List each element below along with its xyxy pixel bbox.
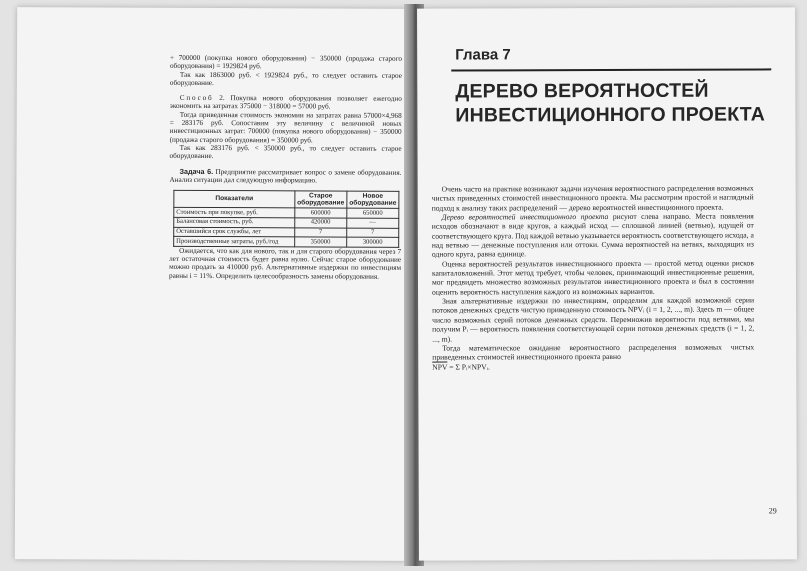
table-cell: 420000 [295,218,347,228]
heading-rule [451,68,771,71]
page-number: 29 [768,506,777,516]
paragraph: Так как 283176 руб. < 350000 руб., то следует оставить старое оборудование. [169,143,402,161]
chapter-title-line: ДЕРЕВО ВЕРОЯТНОСТЕЙ [455,79,709,103]
paragraph-text: рисуют слева направо. Места появления исходов обозначают в виде кругов, а каждый исход — сплошной линией (ветвью), идущей от соответствующего круга. Под каждой ветвью указывается вероятность соответствующего исхода, а над ветвью — денежные поступления или оттоки. Сумма вероятностей на ветвях, выходящих из одного круга, равна единице. [431,211,754,260]
paragraph: Ожидается, что как для нового, так и для старого оборудования через 7 лет остаточная стоимость будет равна нулю. Сейчас старое оборудование можно продать за 410000 руб. Альтернативные издержки по инвестициям равны i = 11%. Определить целесообразность замены оборудования. [169,246,402,281]
table-cell: Производственные затраты, руб./год [174,236,295,246]
table-row [174,236,399,247]
chapter-label: Глава 7 [455,46,511,64]
paragraph [432,212,754,260]
formula [432,361,754,371]
term-italic: Дерево вероятностей инвестиционного проекта [441,212,609,222]
table-cell: 350000 [294,237,346,247]
paragraph: Оценка вероятностей результатов инвестиционного проекта — простой метод оценки рисков капиталовложений. Этот метод требует, чтобы человек, принимающий инвестиционные решения, мог предвидеть множество возможных результатов инвестиционного проекта и был в состоянии оценить вероятность наступления каждого из возможных вариантов. [431,258,755,297]
formula-rhs: = Σ Pᵢ×NPVᵢ. [447,361,490,372]
formula-lhs: $\overline{NPV}$ [432,362,448,372]
table-cell: Стоимость при покупке, руб. [174,208,295,218]
paragraph: + 700000 (покупка нового оборудования) − 350000 (продажа старого оборудования) = 1929824 руб. [169,53,403,71]
table-cell: 7 [347,228,399,238]
right-page-text [432,183,755,371]
table-header: Показатели [174,190,295,208]
method-2-paragraph [170,94,402,112]
paragraph: Тогда математическое ожидание вероятностного распределения возможных чистых приведенных стоимостей инвестиционного проекта равно [432,342,755,362]
method-text: 2. Покупка нового оборудования позволяет ежегодно экономить на затратах 375000 − 318000 = 57000 руб. [169,94,402,111]
table-cell: Оставшийся срок службы, лет [174,227,295,237]
paragraph: Так как 1863000 руб. < 1929824 руб., то следует оставить старое оборудование. [169,70,402,87]
left-page-text [169,54,402,281]
table-header: Старое оборудование [295,191,347,208]
paragraph: Зная альтернативные издержки по инвестициям, определим для каждой возможной серии потоков денежных средств чистую приведенную стоимость NPVᵢ (i = 1, 2, ..., m). Здесь m — общее число возможных серий потоков денежных средств. Перемножив вероятности под ветвями, мы получим Pᵢ — вероятность появления соответствующей серии потоков денежных средств (i = 1, 2, ..., m). [432,295,755,344]
table-cell: — [347,218,399,228]
paragraph: Тогда приведенная стоимость экономии на затратах равна 57000×4,968 = 283176 руб. Сопоставим эту величину с величиной новых инвестиционных затрат: 700000 (покупка нового оборудования) − 350000 (продажа старого оборудования) = 350000 руб. [169,110,402,145]
chapter-heading [451,45,783,127]
table-cell: Балансовая стоимость, руб. [174,217,295,227]
table-header-row [174,190,399,208]
table-header: Новое оборудование [347,191,399,208]
table-cell: 600000 [295,208,347,218]
right-page [417,7,797,560]
task-title: Задача 6. [179,166,214,176]
method-label: Способ [179,94,214,103]
table-cell: 650000 [347,208,399,218]
paragraph: Очень часто на практике возникают задачи изучения вероятностного распределения возможных чистых приведенных стоимостей инвестиционного проекта. Мы рассмотрим простой и наглядный подход к анализу таких распределений — дерево вероятностей инвестиционного проекта. [431,183,754,213]
task-text: Предприятие рассматривает вопрос о замене оборудования. Анализ ситуации дал следующую информацию. [169,167,402,185]
chapter-title-line: ИНВЕСТИЦИОННОГО ПРОЕКТА [455,103,765,127]
table-cell: 300000 [347,237,399,247]
table-cell: 7 [294,227,346,237]
task-paragraph [169,167,401,185]
chapter-title [455,78,783,127]
equipment-table [173,190,399,248]
left-page [15,7,409,561]
